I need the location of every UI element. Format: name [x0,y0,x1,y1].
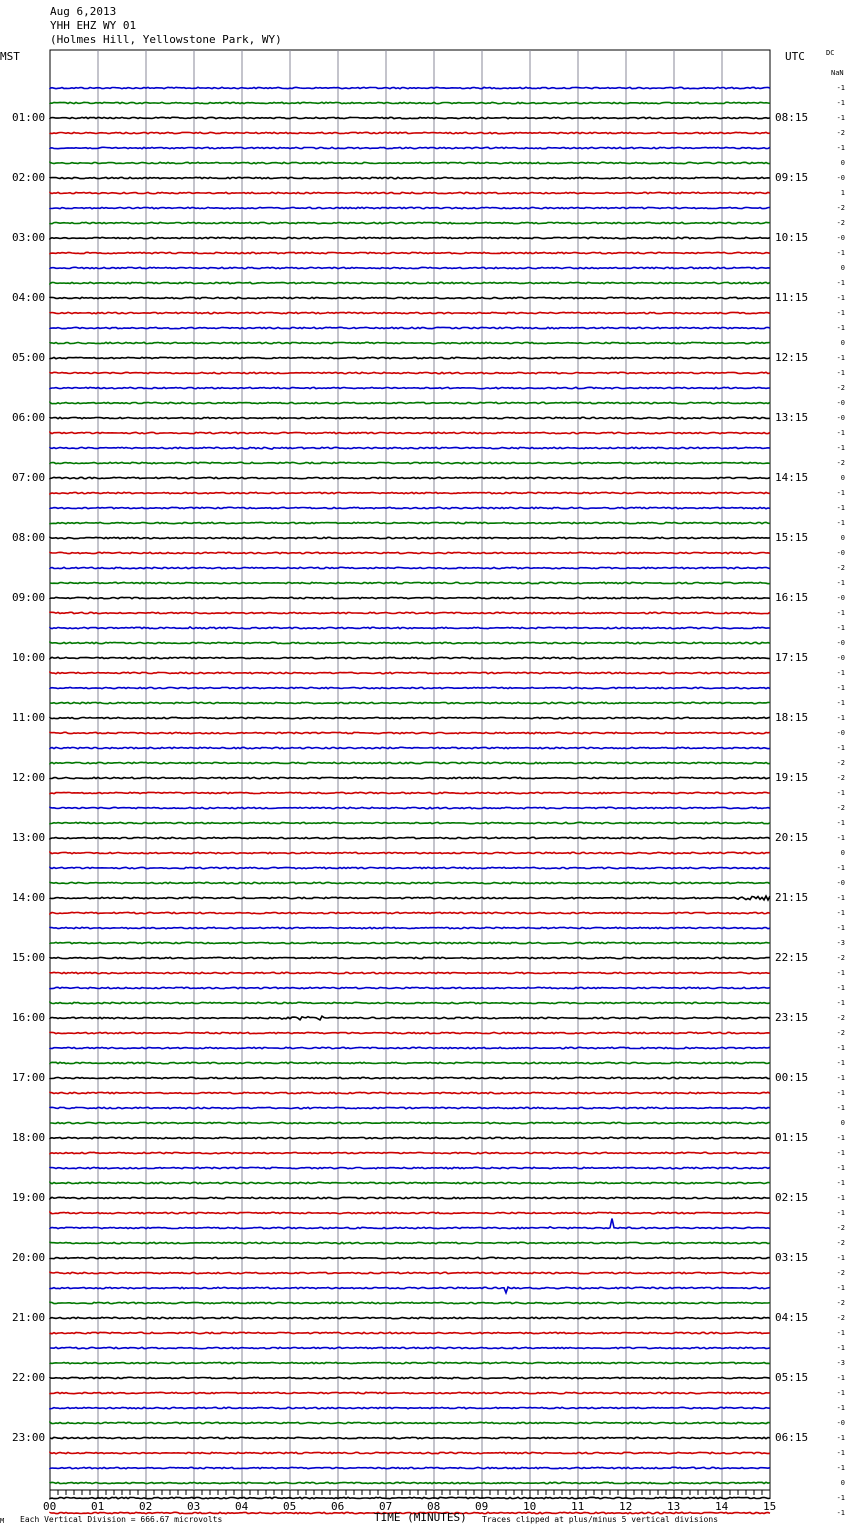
utc-hour-label: 04:15 [775,1311,809,1324]
trace-row [50,432,770,433]
mst-hour-label: 08:00 [12,531,46,544]
trace-row [50,852,770,853]
trace-rows [50,87,770,1513]
dc-offset-value: 0 [840,474,845,482]
trace-row [50,117,770,118]
trace-row [50,957,770,958]
scale-value: 666.67 microvolts [140,1515,223,1524]
dc-offset-value: -1 [836,924,845,932]
trace-row [50,747,770,748]
trace-row [50,1377,770,1378]
dc-offset-value: -1 [836,99,845,107]
trace-row [50,1219,770,1229]
utc-hour-label: 18:15 [775,711,809,724]
dc-offset-value: -1 [836,609,845,617]
trace-row [50,87,770,88]
utc-hour-label: 23:15 [775,1011,809,1024]
dc-offset-value: -2 [836,804,845,812]
dc-offset-value: -1 [836,1194,845,1202]
dc-offset-value: -1 [836,489,845,497]
trace-row [50,597,770,598]
dc-offset-value: -1 [836,684,845,692]
x-tick-label: 03 [187,1500,201,1513]
trace-row [50,462,770,463]
trace-row [50,657,770,658]
trace-row [50,1016,770,1020]
trace-row [50,1392,770,1393]
dc-offset-value: -1 [836,909,845,917]
trace-row [50,1047,770,1048]
clip-note: Traces clipped at plus/minus 5 vertical divisions [482,1515,719,1524]
trace-row [50,267,770,268]
x-tick-label: 02 [139,1500,153,1513]
trace-row [50,972,770,973]
trace-row [50,1077,770,1078]
trace-row [50,252,770,253]
trace-row [50,1062,770,1063]
x-tick-label: 11 [571,1500,585,1513]
utc-hour-label: 08:15 [775,111,809,124]
dc-offset-value: -1 [836,429,845,437]
trace-row [50,282,770,283]
trace-row [50,207,770,208]
utc-hour-label: 11:15 [775,291,809,304]
trace-row [50,1422,770,1423]
nan-label: NaN [831,69,844,77]
trace-row [50,552,770,553]
dc-offset-value: -0 [836,549,845,557]
trace-row [50,402,770,403]
trace-row [50,297,770,298]
dc-offset-value: -1 [836,699,845,707]
x-tick-label: 10 [523,1500,537,1513]
trace-row [50,1272,770,1273]
dc-offset-value: -2 [836,954,845,962]
dc-offset-value: -1 [836,309,845,317]
dc-offset-value: 0 [840,264,845,272]
dc-offset-value: -1 [836,84,845,92]
x-tick-label: 14 [715,1500,729,1513]
dc-offset-value: -1 [836,894,845,902]
dc-offset-value: -2 [836,1314,845,1322]
station-location: (Holmes Hill, Yellowstone Park, WY) [50,33,282,46]
dc-offset-value: -2 [836,219,845,227]
scale-prefix: Each Vertical Division = [20,1515,141,1524]
mst-hour-label: 01:00 [12,111,46,124]
dc-offset-value: -2 [836,1224,845,1232]
dc-offset-value: -1 [836,249,845,257]
utc-hour-label: 03:15 [775,1251,809,1264]
trace-row [50,372,770,373]
mst-hour-label: 11:00 [12,711,46,724]
dc-offset-value: -2 [836,564,845,572]
scale-note [20,1515,222,1524]
mst-hour-label: 22:00 [12,1371,46,1384]
utc-hour-label: 19:15 [775,771,809,784]
dc-offset-value: -1 [836,444,845,452]
mst-hour-label: 16:00 [12,1011,46,1024]
dc-offset-value: -2 [836,1239,845,1247]
trace-row [50,732,770,733]
trace-row [50,942,770,943]
mst-hour-label: 13:00 [12,831,46,844]
trace-row [50,1122,770,1123]
trace-row [50,132,770,133]
mst-hour-label: 03:00 [12,231,46,244]
dc-offset-value: -1 [836,999,845,1007]
mst-hour-label: 02:00 [12,171,46,184]
utc-hour-label: 10:15 [775,231,809,244]
dc-offset-value: -1 [836,1164,845,1172]
dc-offset-value: -1 [836,669,845,677]
dc-offset-value: -1 [836,1464,845,1472]
trace-row [50,1137,770,1138]
trace-row [50,627,770,629]
dc-offset-value: -1 [836,834,845,842]
trace-row [50,1407,770,1408]
dc-offset-value: 0 [840,1479,845,1487]
utc-hour-label: 09:15 [775,171,809,184]
dc-offset-value: -1 [836,1404,845,1412]
dc-offset-value: -1 [836,1209,845,1217]
trace-row [50,1437,770,1438]
trace-row [50,1182,770,1183]
corner-mark: M [0,1517,5,1525]
mst-hour-label: 15:00 [12,951,46,964]
dc-offset-value: -1 [836,714,845,722]
dc-offset-value: -2 [836,1029,845,1037]
utc-hour-label: 01:15 [775,1131,809,1144]
trace-row [50,147,770,148]
x-tick-label: 05 [283,1500,297,1513]
trace-row [50,867,770,868]
trace-row [50,357,770,358]
dc-offset-value: -2 [836,384,845,392]
dc-offset-value: -1 [836,1374,845,1382]
trace-row [50,522,770,523]
dc-offset-value: -1 [836,1059,845,1067]
trace-row [50,642,770,643]
utc-hour-label: 06:15 [775,1431,809,1444]
trace-row [50,1197,770,1198]
dc-offset-value: -1 [836,744,845,752]
trace-row [50,1317,770,1318]
dc-offset-value: -1 [836,1449,845,1457]
trace-row [50,477,770,478]
trace-row [50,792,770,793]
dc-offset-value: -1 [836,519,845,527]
trace-row [50,1152,770,1153]
dc-offset-value: -1 [836,504,845,512]
trace-row [50,342,770,343]
dc-offset-value: -1 [836,789,845,797]
trace-row [50,312,770,313]
mst-hour-label: 06:00 [12,411,46,424]
mst-hour-label: 07:00 [12,471,46,484]
plot-date: Aug 6,2013 [50,5,117,18]
dc-offset-value: -1 [836,144,845,152]
dc-offset-value: 0 [840,1119,845,1127]
dc-offset-value: -3 [836,939,845,947]
mst-hour-label: 05:00 [12,351,46,364]
trace-row [50,1347,770,1348]
trace-row [50,1092,770,1093]
trace-row [50,807,770,808]
dc-offset-value: 0 [840,849,845,857]
dc-offset-value: -2 [836,459,845,467]
x-tick-label: 09 [475,1500,489,1513]
trace-row [50,672,770,673]
trace-row [50,762,770,763]
dc-offset-value: 0 [840,339,845,347]
trace-row [50,1302,770,1303]
dc-offset-value: -1 [836,1389,845,1397]
mst-hour-label: 12:00 [12,771,46,784]
trace-row [50,987,770,988]
trace-row [50,1452,770,1453]
trace-row [50,717,770,718]
utc-axis-label: UTC [785,50,805,63]
trace-row [50,222,770,223]
dc-offset-value: -1 [836,1179,845,1187]
dc-offset-value: -1 [836,1074,845,1082]
dc-offset-value: -1 [836,864,845,872]
dc-offset-value: -2 [836,129,845,137]
dc-offset-value: -0 [836,639,845,647]
mst-hour-label: 19:00 [12,1191,46,1204]
dc-offset-value: -1 [836,1089,845,1097]
trace-row [50,1287,770,1293]
trace-row [50,192,770,193]
trace-row [50,1362,770,1363]
utc-hour-label: 15:15 [775,531,809,544]
trace-row [50,507,770,508]
mst-hour-label: 14:00 [12,891,46,904]
trace-row [50,1332,770,1333]
dc-offset-value: -1 [836,114,845,122]
dc-offset-value: -0 [836,234,845,242]
dc-offset-value: -0 [836,594,845,602]
utc-hour-label: 17:15 [775,651,809,664]
dc-offset-value: -1 [836,1494,845,1502]
mst-hour-label: 21:00 [12,1311,46,1324]
utc-hour-label: 12:15 [775,351,809,364]
utc-hour-label: 00:15 [775,1071,809,1084]
dc-offset-value: -1 [836,1044,845,1052]
dc-offset-value: -2 [836,774,845,782]
dc-offset-value: -0 [836,174,845,182]
trace-row [50,1212,770,1213]
mst-hour-label: 09:00 [12,591,46,604]
trace-row [50,1167,770,1168]
dc-offset-value: -0 [836,879,845,887]
dc-offset-value: -1 [836,1434,845,1442]
trace-row [50,1482,770,1483]
dc-offset-value: -2 [836,1269,845,1277]
trace-row [50,417,770,418]
trace-row [50,1257,770,1258]
mst-hour-label: 18:00 [12,1131,46,1144]
dc-offset-value: -1 [836,1149,845,1157]
dc-offset-value: -2 [836,204,845,212]
trace-row [50,702,770,703]
x-tick-label: 07 [379,1500,393,1513]
dc-offset-value: -1 [836,1344,845,1352]
dc-offset-value: -1 [836,324,845,332]
trace-row [50,837,770,838]
dc-column-label: DC [826,49,835,57]
x-tick-label: 08 [427,1500,441,1513]
dc-offset-value: -1 [836,1329,845,1337]
dc-offset-value: -1 [836,1104,845,1112]
dc-offset-value: -1 [836,279,845,287]
dc-offset-value: -1 [836,624,845,632]
utc-hour-label: 05:15 [775,1371,809,1384]
utc-hour-label: 13:15 [775,411,809,424]
dc-offset-value: -2 [836,759,845,767]
dc-offset-value: -1 [836,369,845,377]
dc-offset-value: -0 [836,399,845,407]
dc-offset-value: -1 [836,579,845,587]
x-tick-label: 13 [667,1500,681,1513]
utc-hour-label: 22:15 [775,951,809,964]
dc-offset-value: -2 [836,1014,845,1022]
x-tick-label: 04 [235,1500,249,1513]
dc-offset-value: -1 [836,984,845,992]
mst-hour-label: 20:00 [12,1251,46,1264]
trace-row [50,927,770,928]
trace-row [50,1107,770,1108]
mst-hour-label: 04:00 [12,291,46,304]
trace-row [50,102,770,103]
mst-axis-label: MST [0,50,20,63]
dc-offset-value: 0 [840,159,845,167]
dc-offset-value: -1 [836,294,845,302]
trace-row [50,582,770,583]
trace-row [50,882,770,883]
dc-offset-value: -1 [836,969,845,977]
x-tick-label: 12 [619,1500,633,1513]
dc-offset-value: -1 [836,819,845,827]
trace-row [50,162,770,163]
x-tick-label: 01 [91,1500,105,1513]
trace-row [50,896,770,900]
utc-hour-label: 02:15 [775,1191,809,1204]
trace-row [50,537,770,538]
mst-hour-label: 23:00 [12,1431,46,1444]
trace-row [50,1497,770,1498]
trace-row [50,912,770,913]
trace-row [50,177,770,178]
dc-offset-value: -1 [836,1134,845,1142]
dc-offset-value: -0 [836,1419,845,1427]
mst-hour-label: 10:00 [12,651,46,664]
trace-row [50,447,770,449]
x-tick-label: 06 [331,1500,345,1513]
x-tick-label: 15 [763,1500,777,1513]
trace-row [50,1467,770,1468]
dc-offset-value: -1 [836,1254,845,1262]
dc-offset-value: -1 [836,1284,845,1292]
trace-row [50,687,770,688]
utc-hour-label: 21:15 [775,891,809,904]
trace-row [50,1032,770,1033]
utc-hour-label: 20:15 [775,831,809,844]
dc-offset-value: -3 [836,1359,845,1367]
trace-row [50,612,770,613]
trace-row [50,387,770,388]
trace-row [50,777,770,778]
dc-offset-value: 0 [840,534,845,542]
mst-hour-label: 17:00 [12,1071,46,1084]
utc-hour-label: 14:15 [775,471,809,484]
x-tick-label: 00 [43,1500,57,1513]
trace-row [50,492,770,493]
trace-row [50,567,770,568]
dc-offset-value: -0 [836,729,845,737]
dc-offset-value: 1 [840,189,845,197]
dc-offset-value: -2 [836,1299,845,1307]
dc-offset-value: -1 [836,354,845,362]
dc-offset-value: -1 [836,1509,845,1517]
dc-offset-value: -0 [836,414,845,422]
trace-row [50,1242,770,1243]
trace-row [50,237,770,238]
trace-row [50,822,770,823]
trace-row [50,327,770,328]
station-code: YHH EHZ WY 01 [50,19,137,32]
trace-row [50,1002,770,1003]
dc-offset-value: -0 [836,654,845,662]
utc-hour-label: 16:15 [775,591,809,604]
x-axis-title: TIME (MINUTES) [374,1511,467,1524]
